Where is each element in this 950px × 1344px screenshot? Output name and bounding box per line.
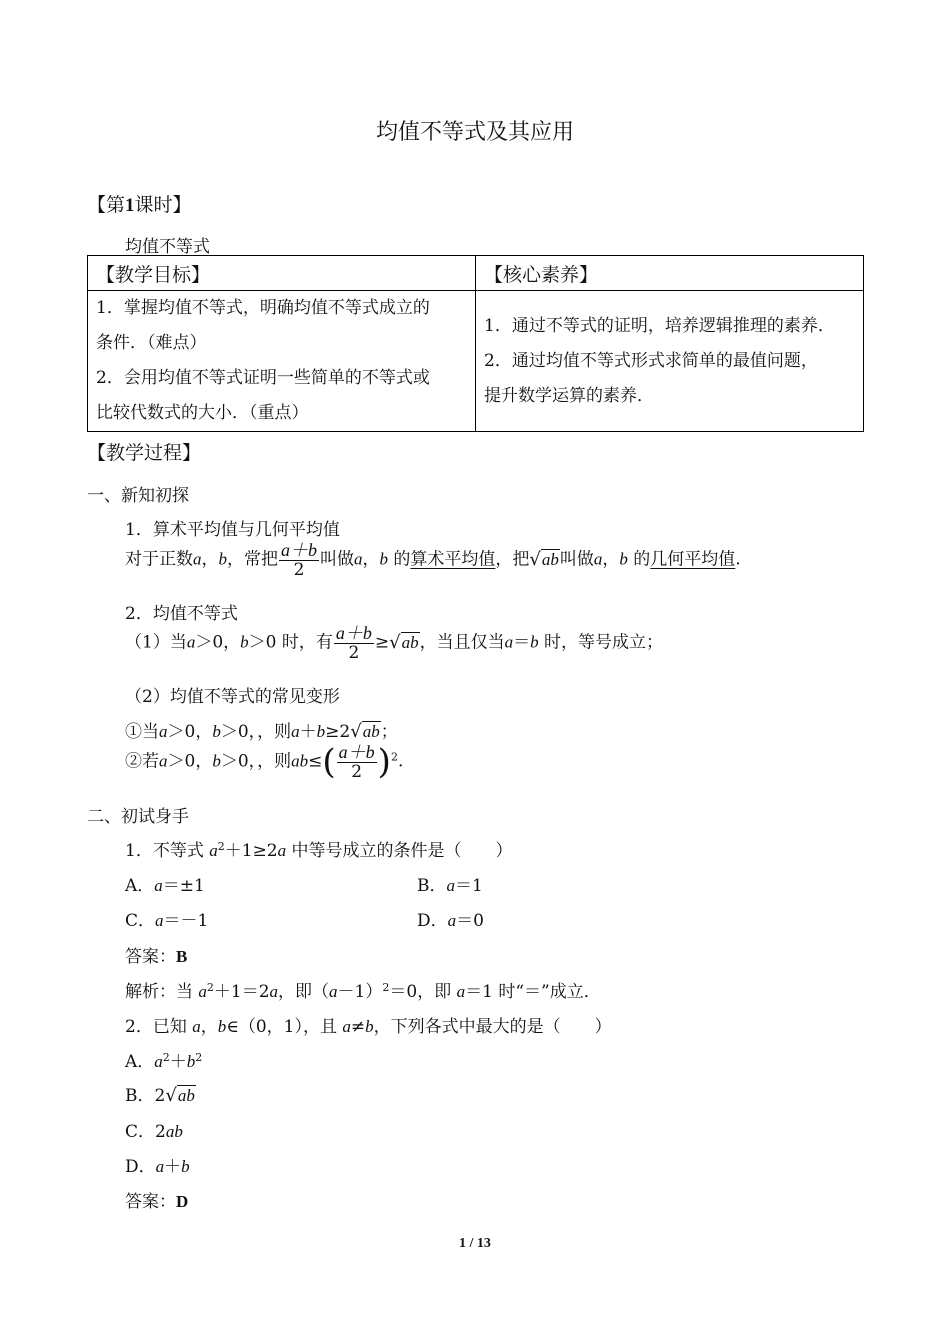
core-cell — [476, 291, 864, 432]
goal-line: 条件．（难点） — [96, 333, 207, 353]
goal-line: 比较代数式的大小．（重点） — [96, 403, 309, 423]
core-line: 2．通过均值不等式形式求简单的最值问题， — [484, 350, 818, 371]
arithmetic-mean-term: 算术平均值 — [410, 549, 496, 570]
q1-option-b: B．a＝1 — [417, 876, 483, 896]
q2-option-b: B．2√ab — [125, 1085, 195, 1106]
page-title: 均值不等式及其应用 — [375, 120, 574, 145]
topic-label: 均值不等式 — [125, 237, 210, 257]
variant-2: ②若a＞0，b＞0，，则ab≤( $\frac{a+b}{2}$ )$^2$. — [125, 742, 404, 782]
question-1: 1．不等式 $a^2+1\ge 2a$ 中等号成立的条件是（ ） — [125, 840, 513, 861]
q1-option-a: A．a＝±1 — [125, 876, 205, 896]
q2-option-c: C．2ab — [125, 1122, 183, 1142]
subsection-1-2: 2．均值不等式 — [125, 604, 238, 624]
q1-option-d: D．a＝0 — [417, 911, 484, 931]
q1-explanation: 解析：当 $a^2+1=2a$，即$(a-1)^2=0$，即 a＝1 时“＝”成立． — [125, 981, 601, 1002]
core-header: 【核心素养】 — [476, 256, 864, 291]
subsection-1-1: 1．算术平均值与几何平均值 — [125, 520, 340, 540]
variant-1: ①当a＞0，b＞0，，则a＋b≥2√ab； — [125, 721, 398, 742]
goal-line: 1．掌握均值不等式，明确均值不等式成立的 — [96, 298, 430, 318]
mean-definition: 对于正数a，b，常把 $\frac{a+b}{2}$ 叫做a，b 的算术平均值，把√ab叫做a，b 的几何平均值. — [125, 540, 741, 580]
process-heading: 【教学过程】 — [87, 442, 202, 464]
q1-option-c: C．a＝－1 — [125, 911, 209, 931]
section-2-title: 二、初试身手 — [87, 807, 189, 827]
objectives-table — [87, 255, 864, 432]
q2-option-a: A．$a^2+b^2$ — [125, 1051, 203, 1072]
goal-cell — [88, 291, 476, 432]
section-1-title: 一、新知初探 — [87, 486, 189, 506]
geometric-mean-term: 几何平均值 — [650, 549, 736, 570]
core-line: 提升数学运算的素养． — [484, 385, 654, 406]
q2-answer: 答案：D — [125, 1192, 189, 1212]
goal-header: 【教学目标】 — [88, 256, 476, 291]
q2-option-d: D．a＋b — [125, 1157, 190, 1177]
question-2: 2．已知 a，b∈（0，1），且 a≠b，下列各式中最大的是（ ） — [125, 1017, 612, 1037]
page-number: 1 / 13 — [459, 1236, 491, 1251]
q1-answer: 答案：B — [125, 947, 188, 967]
lesson-heading: 【第1课时】 — [87, 194, 192, 216]
inequality-statement: （1）当a＞0，b＞0 时，有 $\frac{a+b}{2}$ ≥√ab，当且仅当a＝b 时，等号成立； — [125, 623, 664, 663]
fraction: $\frac{a+b}{2}$ — [281, 540, 317, 580]
goal-line: 2．会用均值不等式证明一些简单的不等式或 — [96, 368, 430, 388]
variants-heading: （2）均值不等式的常见变形 — [125, 687, 340, 707]
core-line: 1．通过不等式的证明，培养逻辑推理的素养． — [484, 315, 835, 336]
